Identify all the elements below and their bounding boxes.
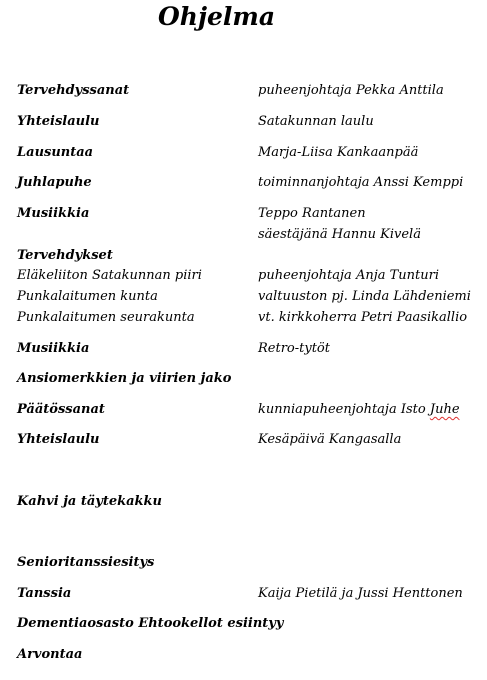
performer-text: kunniapuheenjohtaja Isto	[258, 402, 426, 417]
program-item-label: Lausuntaa	[17, 145, 94, 160]
program-item-label: Musiikkia	[17, 341, 90, 356]
program-item-performer: Marja-Liisa Kankaanpää	[258, 145, 419, 160]
program-item-label: Senioritanssiesitys	[17, 555, 155, 570]
program-item-performer: Kesäpäivä Kangasalla	[258, 432, 402, 447]
program-item-performer: toiminnanjohtaja Anssi Kemppi	[258, 175, 464, 190]
program-item-label: Musiikkia	[17, 206, 90, 221]
program-item-performer: Retro-tytöt	[258, 341, 330, 356]
program-section-heading: Tervehdykset	[17, 248, 113, 263]
program-item-performer: puheenjohtaja Pekka Anttila	[258, 83, 444, 98]
program-item-label: Päätössanat	[17, 402, 105, 417]
program-item-performer: Satakunnan laulu	[258, 114, 374, 129]
program-item-label: Arvontaa	[17, 647, 83, 662]
program-item-label: Juhlapuhe	[17, 175, 92, 190]
greeting-organization: Punkalaitumen kunta	[17, 289, 158, 304]
greeting-speaker: valtuuston pj. Linda Lähdeniemi	[258, 289, 471, 304]
greeting-organization: Eläkeliiton Satakunnan piiri	[17, 268, 202, 283]
program-item-label: Yhteislaulu	[17, 432, 100, 447]
program-item-performer: Kaija Pietilä ja Jussi Henttonen	[258, 586, 463, 601]
program-item-label: Dementiaosasto Ehtookellot esiintyy	[17, 616, 284, 631]
program-item-label: Yhteislaulu	[17, 114, 100, 129]
program-item-label: Ansiomerkkien ja viirien jako	[17, 371, 232, 386]
program-item-performer	[258, 401, 460, 419]
page-title: Ohjelma	[158, 2, 276, 31]
program-item-label: Tervehdyssanat	[17, 83, 130, 98]
spellcheck-flagged-word: Juhe	[429, 402, 460, 417]
program-item-performer-secondary: säestäjänä Hannu Kivelä	[258, 227, 421, 242]
program-item-performer: Teppo Rantanen	[258, 206, 366, 221]
program-item-label: Tanssia	[17, 586, 72, 601]
greeting-organization: Punkalaitumen seurakunta	[17, 310, 195, 325]
greeting-speaker: vt. kirkkoherra Petri Paasikallio	[258, 310, 468, 325]
program-item-label: Kahvi ja täytekakku	[17, 494, 162, 509]
greeting-speaker: puheenjohtaja Anja Tunturi	[258, 268, 440, 283]
